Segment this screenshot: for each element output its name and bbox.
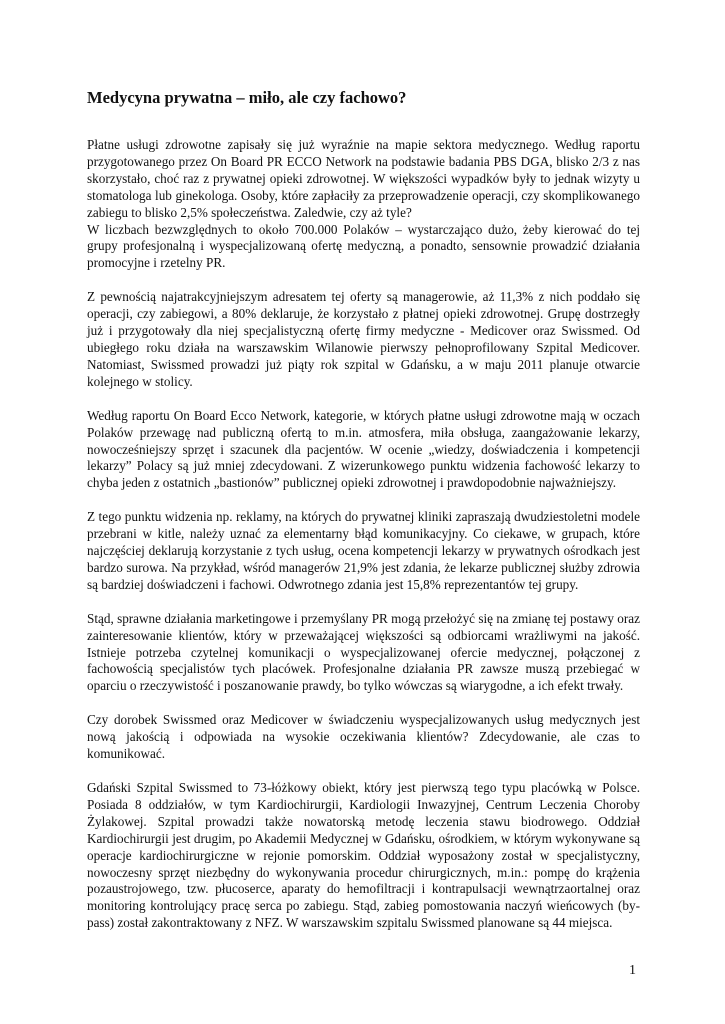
paragraph-3: Z pewnością najatrakcyjniejszym adresatem tej oferty są managerowie, aż 11,3% z nich poddało się operacji, czy zabiegowi, a 80% deklaruje, że korzystało z płatnej opieki zdrowotnej. Grupę dostrzegły już i przygotowały dla niej specjalistyczną ofertę firmy medyczne - Medicover oraz Swissmed. Od ubiegłego roku działa na warszawskim Wilanowie pierwszy pełnoprofilowany Szpital Medicover. Natomiast, Swissmed prowadzi już piąty rok szpital w Gdańsku, a w maju 2011 planuje otwarcie kolejnego w stolicy. (87, 289, 640, 389)
document-body (87, 137, 640, 949)
paragraph-6: Stąd, sprawne działania marketingowe i przemyślany PR mogą przełożyć się na zmianę tej postawy oraz zainteresowanie klientów, który w przeważającej większości są odbiorcami wrażliwymi na jakość. Istnieje potrzeba czytelnej komunikacji o wyspecjalizowanej ofercie medycznej, połączonej z fachowością specjalistów tych placówek. Profesjonalne działania PR zawsze muszą przebiegać w oparciu o rzeczywistość i poszanowanie prawdy, bo tylko wówczas są wiarygodne, a ich efekt trwały. (87, 610, 640, 694)
paragraph-5: Z tego punktu widzenia np. reklamy, na których do prywatnej kliniki zapraszają dwudziestoletni modele przebrani w kitle, należy uznać za elementarny błąd komunikacyjny. Co ciekawe, w grupach, które najczęściej deklarują korzystanie z tych usług, ocena kompetencji lekarzy w prywatnych ośrodkach jest bardzo surowa. Na przykład, wśród managerów 21,9% jest zdania, że lekarze publicznej służby zdrowia są bardziej doświadczeni i fachowi. Odwrotnego zdania jest 15,8% reprezentantów tej grupy. (87, 509, 640, 592)
paragraph-4: Według raportu On Board Ecco Network, kategorie, w których płatne usługi zdrowotne mają w oczach Polaków przewagę nad publiczną ofertą to m.in. atmosfera, miła obsługa, zaangażowanie lekarzy, nowocześniejszy sprzęt i szacunek dla pacjentów. W ocenie „wiedzy, doświadczenia i kompetencji lekarzy” Polacy są już mniej zdecydowani. Z wizerunkowego punktu widzenia fachowość lekarzy to chyba jeden z ostatnich „bastionów” publicznej opieki zdrowotnej i prawdopodobnie najważniejszy. (87, 407, 640, 491)
document-title: Medycyna prywatna – miło, ale czy fachowo? (87, 88, 407, 107)
paragraph-2: W liczbach bezwzględnych to około 700.000 Polaków – wystarczająco dużo, żeby kierować do tej grupy profesjonalną i wyspecjalizowaną ofertę medyczną, a ponadto, sensownie prowadzić działania promocyjne i rzetelny PR. (87, 221, 640, 271)
paragraph-group-intro (87, 137, 640, 272)
paragraph-1: Płatne usługi zdrowotne zapisały się już wyraźnie na mapie sektora medycznego. Według raportu przygotowanego przez On Board PR ECCO Network na podstawie badania PBS DGA, blisko 2/3 z nas skorzystało, choć raz z prywatnej opieki zdrowotnej. W większości wypadków były to jednak wizyty u stomatologa lub ginekologa. Osoby, które zapłaciły za przeprowadzenie operacji, czy skomplikowanego zabiegu to blisko 2,5% społeczeństwa. Zaledwie, czy aż tyle? (87, 137, 640, 220)
paragraph-8: Gdański Szpital Swissmed to 73-łóżkowy obiekt, który jest pierwszą tego typu placówką w Polsce. Posiada 8 oddziałów, w tym Kardiochirurgii, Kardiologii Inwazyjnej, Centrum Leczenia Choroby Żylakowej. Szpital prowadzi także nowatorską metodę leczenia stawu biodrowego. Oddział Kardiochirurgii jest drugim, po Akademii Medycznej w Gdańsku, ośrodkiem, w którym wykonywane są operacje kardiochirurgiczne w rejonie pomorskim. Oddział wyposażony został w specjalistyczny, nowoczesny sprzęt niezbędny do wykonywania procedur chirurgicznych, m.in.: pompę do krążenia pozaustrojowego, tzw. płucoserce, aparaty do hemofiltracji i kontrapulsacji wewnątrzaortalnej oraz monitoring kontrolujący pracę serca po zabiegu. Stąd, zabieg pomostowania naczyń wieńcowych (by-pass) został zakontraktowany z NFZ. W warszawskim szpitalu Swissmed planowane są 44 miejsca. (87, 780, 640, 931)
page-number: 1 (629, 963, 636, 978)
paragraph-7: Czy dorobek Swissmed oraz Medicover w świadczeniu wyspecjalizowanych usług medycznych jest nową jakością i odpowiada na wysokie oczekiwania klientów? Zdecydowanie, ale czas to komunikować. (87, 712, 640, 762)
